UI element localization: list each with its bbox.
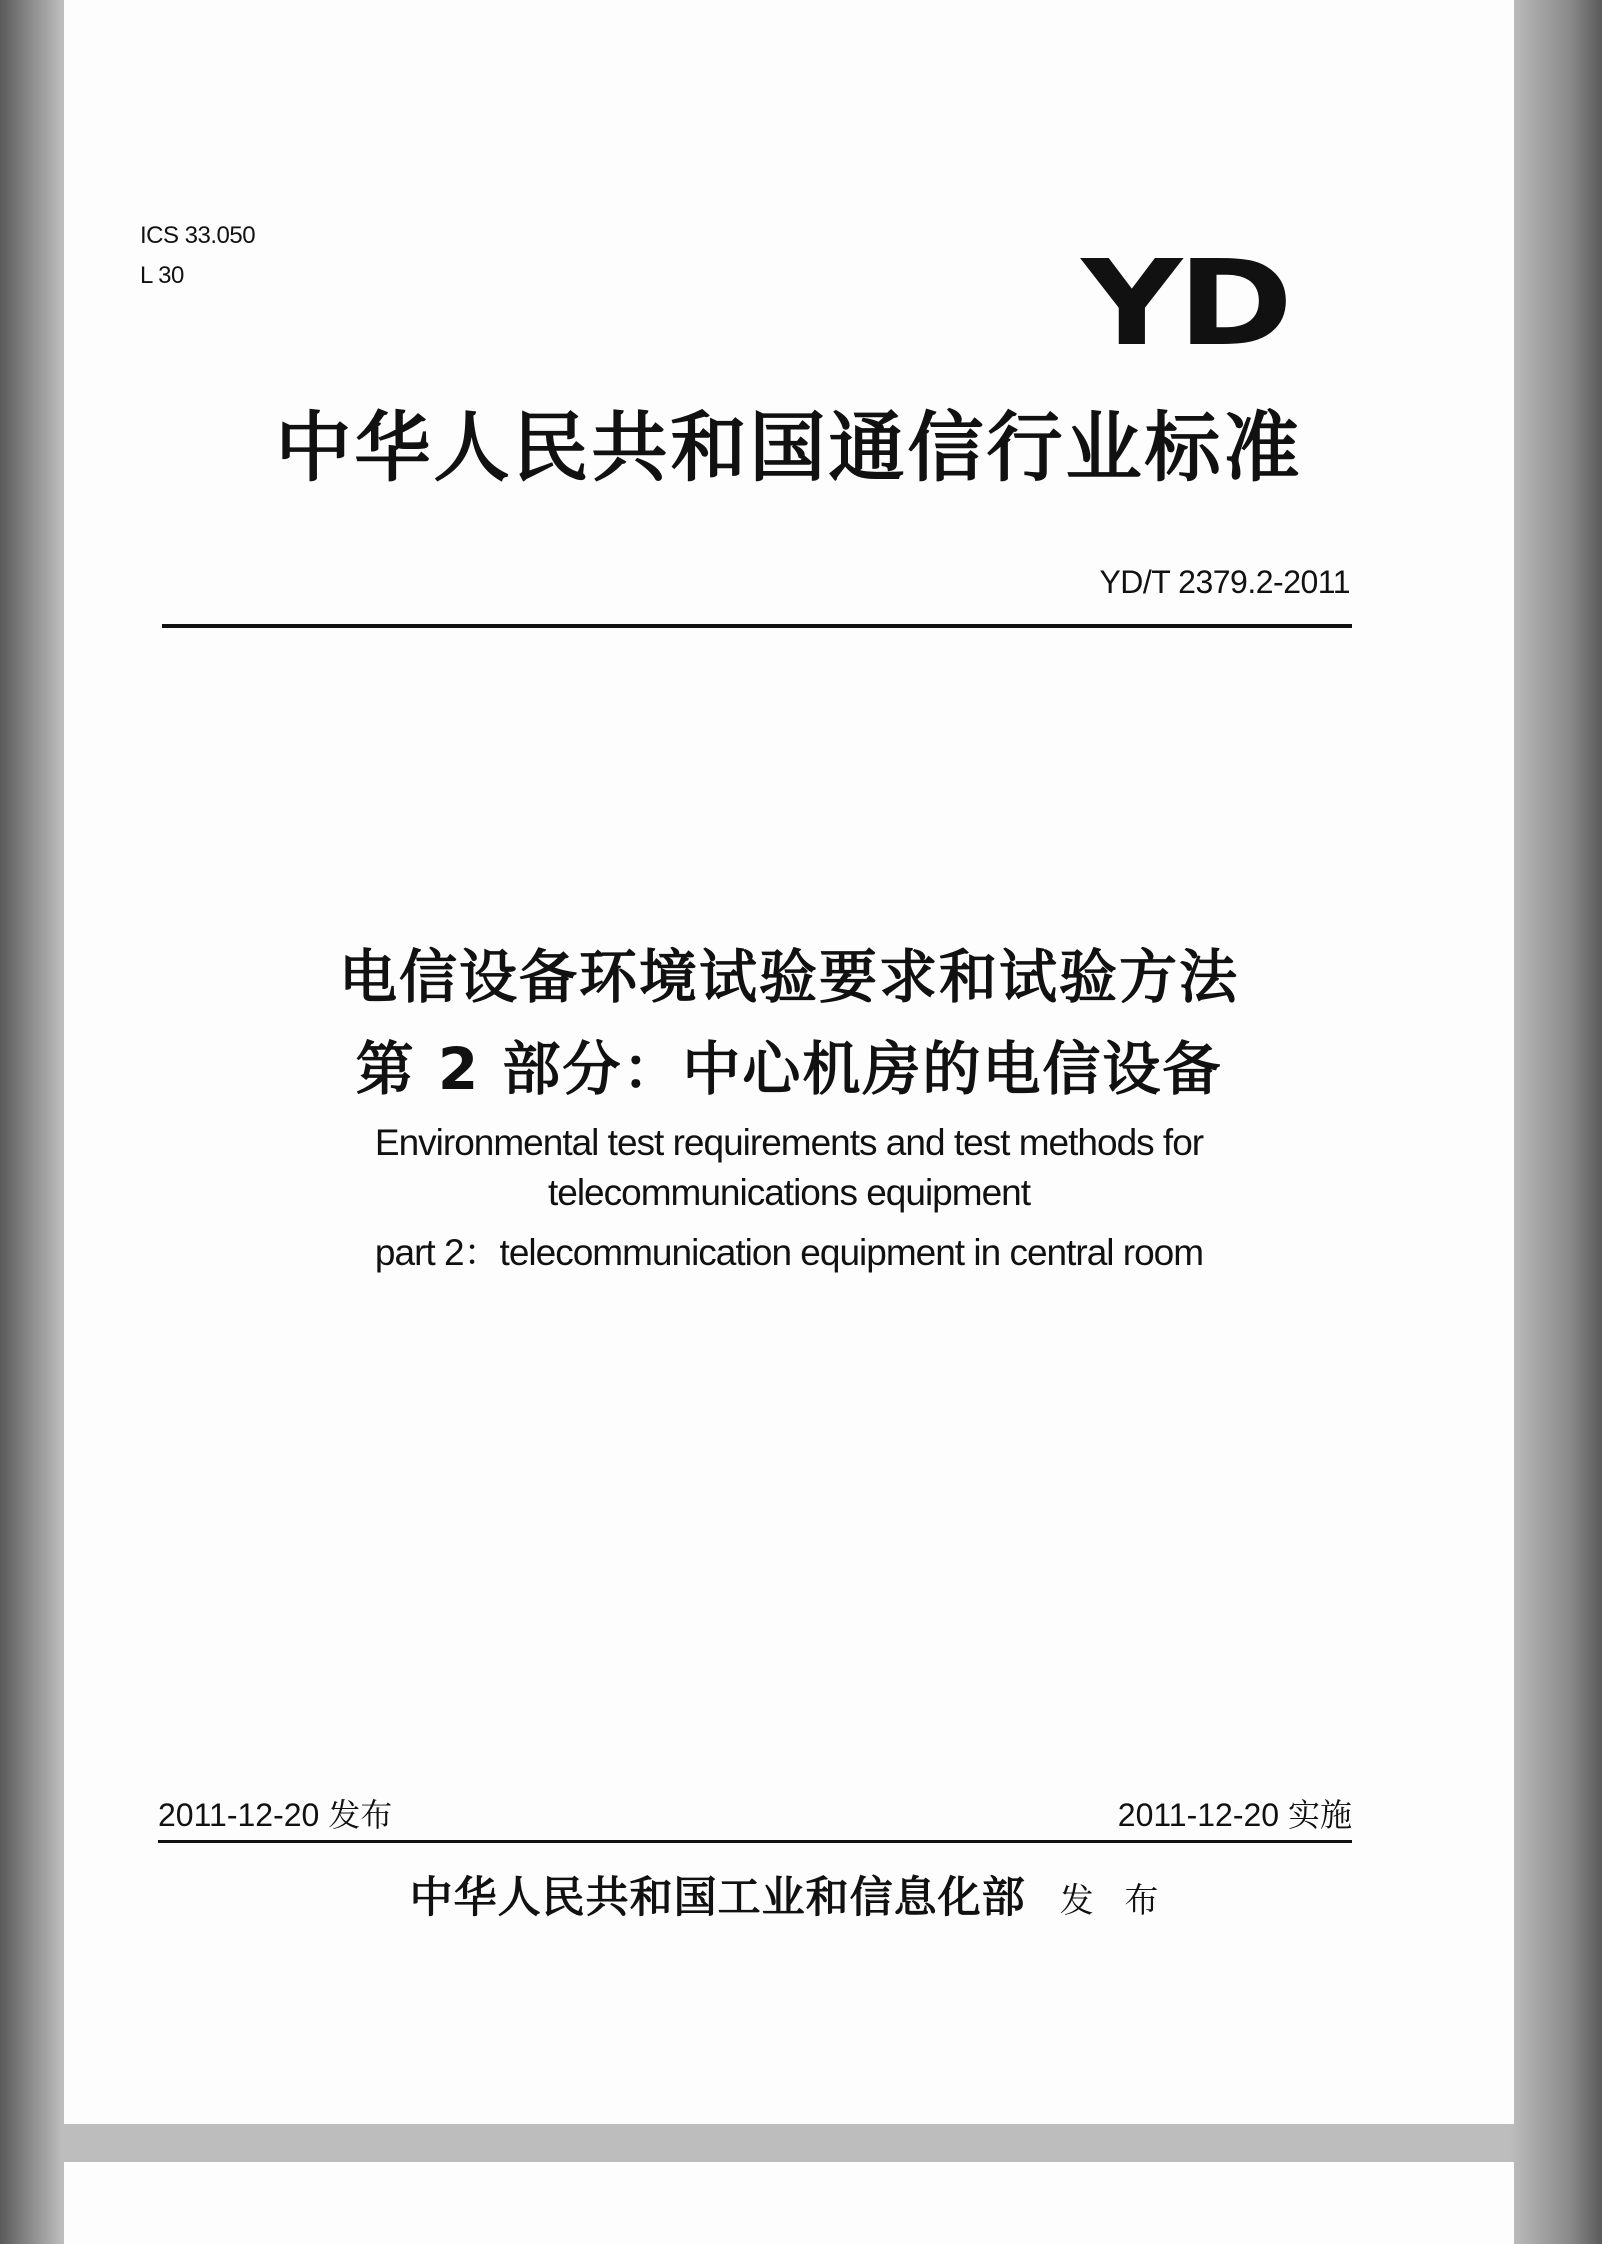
document-page (64, 0, 1514, 2124)
next-page (64, 2162, 1514, 2244)
yd-logo: YD (1081, 234, 1288, 372)
english-title-line-3: part 2：telecommunication equipment in central room (374, 1232, 1204, 1273)
header-divider (162, 624, 1352, 628)
chinese-title-line-1: 电信设备环境试验要求和试验方法 (338, 943, 1239, 1011)
publisher-name: 中华人民共和国工业和信息化部 (409, 1873, 1026, 1923)
publisher-line (64, 1864, 1514, 1925)
ics-code: ICS 33.050 (140, 222, 256, 249)
publisher-action: 发 布 (1059, 1881, 1169, 1921)
implementation-date: 2011-12-20 实施 (1117, 1797, 1352, 1833)
chinese-title-line-2: 第 2 部分：中心机房的电信设备 (355, 1035, 1223, 1103)
english-title-line-1: Environmental test requirements and test methods for (374, 1122, 1204, 1163)
issue-date: 2011-12-20 发布 (158, 1797, 393, 1833)
footer-divider (158, 1840, 1352, 1843)
classification-code: L 30 (140, 262, 184, 289)
standard-number: YD/T 2379.2-2011 (1099, 564, 1350, 600)
english-title-line-2: telecommunications equipment (547, 1172, 1031, 1213)
standard-title: 中华人民共和国通信行业标准 (275, 403, 1303, 492)
